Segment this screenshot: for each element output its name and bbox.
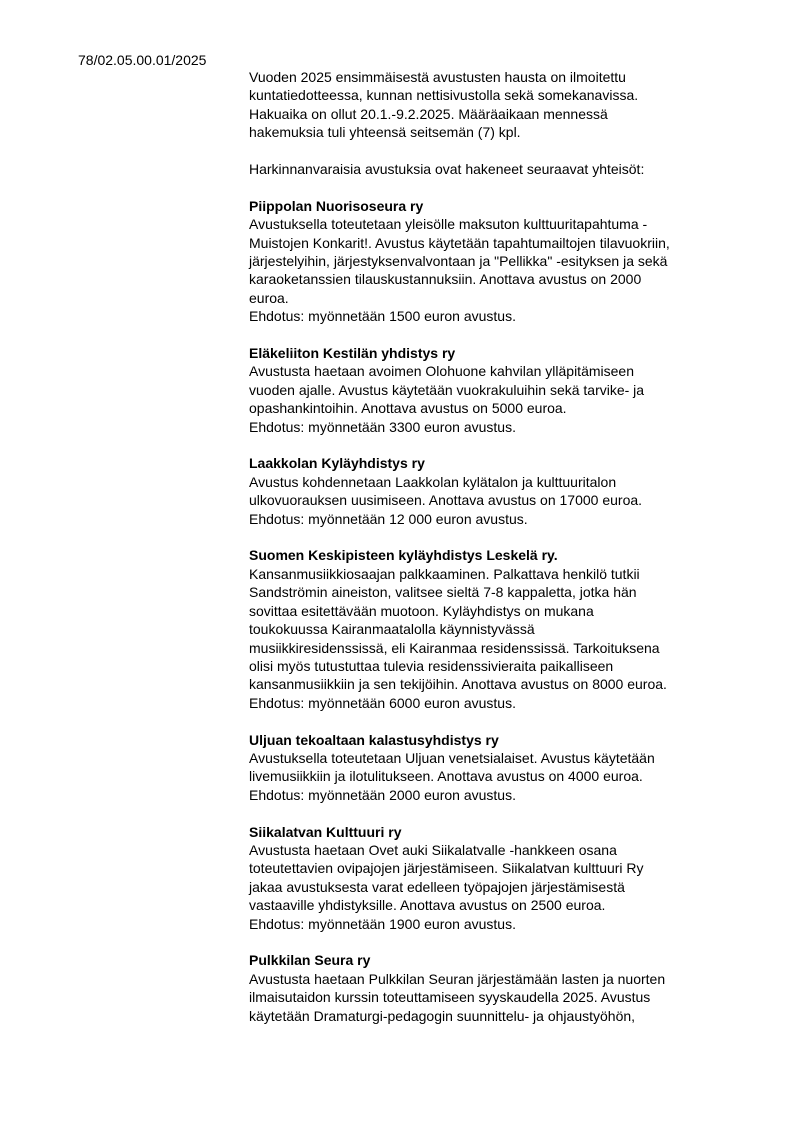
intro-line: hakemuksia tuli yhteensä seitsemän (7) kpl. [249, 124, 521, 141]
applicant-line: sovittaa esitettävään muotoon. Kyläyhdistys on mukana [249, 602, 594, 619]
applicant-section [249, 823, 739, 933]
proposal-line: Ehdotus: myönnetään 12 000 euron avustus. [249, 510, 528, 527]
applicants-intro [249, 160, 739, 178]
document-body [249, 68, 739, 1043]
intro-line: Hakuaika on ollut 20.1.-9.2.2025. Määräaikaan mennessä [249, 105, 608, 122]
applicant-line: vastaaville yhdistyksille. Anottava avustus on 2500 euroa. [249, 897, 606, 914]
applicant-name: Pulkkilan Seura ry [249, 952, 371, 969]
applicant-line: jakaa avustuksesta varat edelleen työpajojen järjestämisestä [249, 878, 625, 895]
applicant-line: toukokuussa Kairanmaatalolla käynnistyvässä [249, 621, 535, 638]
applicant-line: opashankintoihin. Anottava avustus on 5000 euroa. [249, 400, 567, 417]
proposal-line: Ehdotus: myönnetään 3300 euron avustus. [249, 418, 516, 435]
applicant-line: Avustusta haetaan Pulkkilan Seuran järjestämään lasten ja nuorten [249, 970, 666, 987]
applicant-line: karaoketanssien tilauskustannuksiin. Anottava avustus on 2000 [249, 271, 642, 288]
applicant-line: toteutettavien ovipajojen järjestämiseen. Siikalatvan kulttuuri Ry [249, 860, 644, 877]
applicant-line: Muistojen Konkarit!. Avustus käytetään tapahtumailtojen tilavuokriin, [249, 234, 670, 251]
applicant-section [249, 546, 739, 712]
applicant-section [249, 951, 739, 1025]
applicant-line: Avustuksella toteutetaan Uljuan venetsialaiset. Avustus käytetään [249, 749, 655, 766]
applicant-line: Kansanmusiikkiosaajan palkkaaminen. Palkattava henkilö tutkii [249, 565, 640, 582]
applicant-name: Piippolan Nuorisoseura ry [249, 197, 424, 214]
applicant-line: Avustusta haetaan avoimen Olohuone kahvilan ylläpitämiseen [249, 363, 634, 380]
applicant-line: olisi myös tutustuttaa tulevia residenssivieraita paikalliseen [249, 657, 614, 674]
applicant-name: Siikalatvan Kulttuuri ry [249, 823, 402, 840]
applicant-line: musiikkiresidenssissä, eli Kairanmaa residenssissä. Tarkoituksena [249, 639, 660, 656]
applicant-section [249, 344, 739, 436]
applicant-name: Uljuan tekoaltaan kalastusyhdistys ry [249, 731, 499, 748]
proposal-line: Ehdotus: myönnetään 2000 euron avustus. [249, 786, 516, 803]
applicant-line: kansanmusiikkiin ja sen tekijöihin. Anottava avustus on 8000 euroa. [249, 676, 667, 693]
applicant-line: livemusiikkiin ja ilotulitukseen. Anottava avustus on 4000 euroa. [249, 768, 643, 785]
applicant-line: Sandströmin aineiston, valitsee sieltä 7-8 kappaletta, jotka hän [249, 584, 637, 601]
intro-line: kuntatiedotteessa, kunnan nettisivustolla sekä somekanavissa. [249, 87, 639, 104]
spacer [249, 142, 739, 160]
proposal-line: Ehdotus: myönnetään 6000 euron avustus. [249, 694, 516, 711]
applicant-section [249, 454, 739, 528]
applicants-intro-text: Harkinnanvaraisia avustuksia ovat hakeneet seuraavat yhteisöt: [249, 161, 645, 178]
applicant-line: vuoden ajalle. Avustus käytetään vuokrakuluihin sekä tarvike- ja [249, 381, 645, 398]
applicant-name: Eläkeliiton Kestilän yhdistys ry [249, 345, 456, 362]
proposal-line: Ehdotus: myönnetään 1500 euron avustus. [249, 308, 516, 325]
proposal-line: Ehdotus: myönnetään 1900 euron avustus. [249, 915, 516, 932]
applicant-line: Avustusta haetaan Ovet auki Siikalatvalle -hankkeen osana [249, 841, 617, 858]
document-reference: 78/02.05.00.01/2025 [78, 52, 207, 68]
applicant-line: ulkovuorauksen uusimiseen. Anottava avustus on 17000 euroa. [249, 492, 643, 509]
applicant-section [249, 197, 739, 326]
applicant-line: ilmaisutaidon kurssin toteuttamiseen syyskaudella 2025. Avustus [249, 989, 651, 1006]
applicant-line: Avustus kohdennetaan Laakkolan kylätalon ja kulttuuritalon [249, 473, 617, 490]
applicant-section [249, 731, 739, 805]
applicant-line: käytetään Dramaturgi-pedagogin suunnittelu- ja ohjaustyöhön, [249, 1007, 636, 1024]
applicant-line: euroa. [249, 289, 289, 306]
applicant-line: järjestelyihin, järjestyksenvalvontaan ja "Pellikka" -esityksen ja sekä [249, 253, 668, 270]
intro-paragraph [249, 68, 739, 142]
applicant-name: Laakkolan Kyläyhdistys ry [249, 455, 425, 472]
applicant-line: Avustuksella toteutetaan yleisölle maksuton kulttuuritapahtuma - [249, 216, 648, 233]
applicant-name: Suomen Keskipisteen kyläyhdistys Leskelä ry. [249, 547, 558, 564]
intro-line: Vuoden 2025 ensimmäisestä avustusten hausta on ilmoitettu [249, 69, 626, 85]
